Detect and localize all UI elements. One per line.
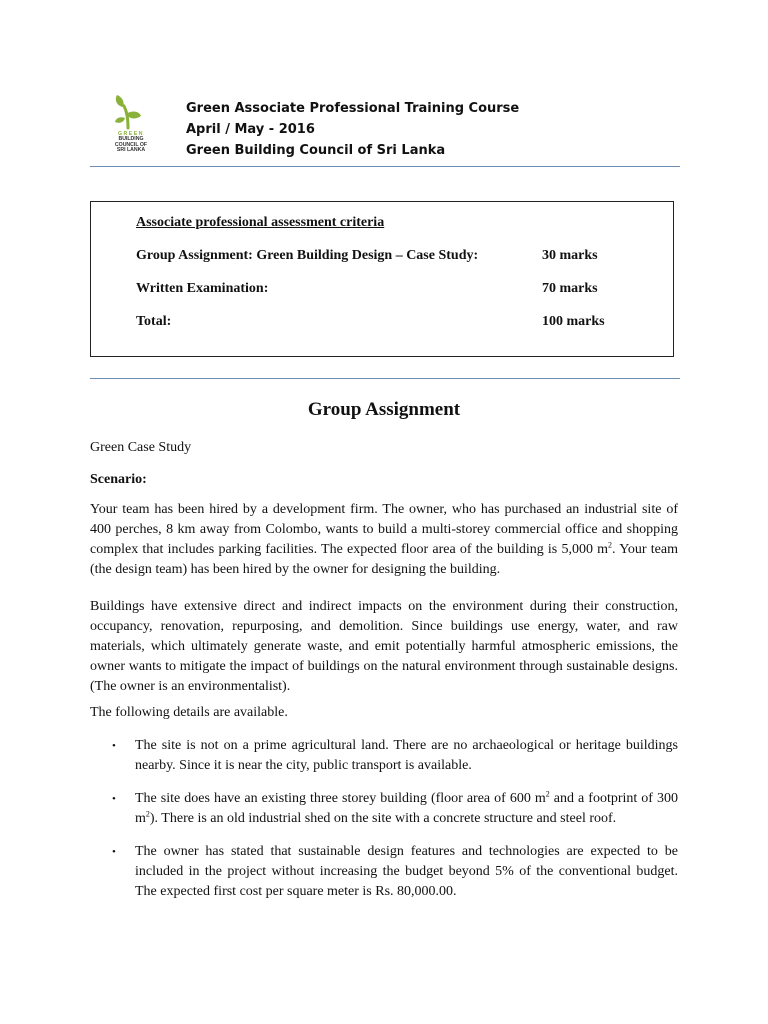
scenario-paragraph <box>90 500 678 580</box>
bullet-glyph: • <box>112 793 116 805</box>
bullet-site-text: The site is not on a prime agricultural land. There are no archaeological or heritage buildings nearby. Since it is near the city, public transport is available. <box>135 738 678 773</box>
header-text <box>186 98 519 161</box>
criteria-value-written-exam: 70 marks <box>542 281 598 296</box>
scenario-label: Scenario: <box>90 472 147 487</box>
criteria-value-total: 100 marks <box>542 314 605 329</box>
logo-caption <box>109 132 153 154</box>
document-title: Group Assignment <box>307 399 461 420</box>
criteria-label-group-assignment: Group Assignment: Green Building Design – Case Study: <box>136 248 479 263</box>
details-intro: The following details are available. <box>90 705 288 720</box>
bullet-glyph: • <box>112 846 116 858</box>
bullet-glyph: • <box>112 740 116 752</box>
para1-superscript: 2 <box>608 540 613 550</box>
bullet-building-sup1: 2 <box>545 789 550 799</box>
logo-line-council: COUNCIL OF <box>114 141 148 148</box>
criteria-label-total: Total: <box>136 314 172 329</box>
leaf-logo-icon <box>108 94 152 134</box>
organization-name: Green Building Council of Sri Lanka <box>186 143 446 158</box>
section-divider <box>90 378 680 379</box>
bullet-budget-text: The owner has stated that sustainable design features and technologies are expected to be included in the project without increasing the budget beyond 5% of the conventional budget. The expected first cost per square meter is Rs. 80,000.00. <box>135 844 678 899</box>
gbcsl-logo <box>108 94 152 160</box>
criteria-title: Associate professional assessment criteria <box>136 215 385 230</box>
criteria-label-written-exam: Written Examination: <box>136 281 269 296</box>
bullet-building-text-b: and a footprint of 300 m <box>135 791 678 826</box>
bullet-building-text-c: ). There is an old industrial shed on the site with a concrete structure and steel roof. <box>149 811 617 826</box>
bullet-building-sup2: 2 <box>145 809 150 819</box>
course-date: April / May - 2016 <box>186 122 315 137</box>
para1-text-b: . Your team (the design team) has been hired by the owner for designing the building. <box>90 542 679 577</box>
list-item <box>90 789 678 829</box>
list-item <box>90 842 678 902</box>
case-study-subtitle: Green Case Study <box>90 440 192 455</box>
logo-line-country: SRI LANKA <box>116 147 146 154</box>
header-divider <box>90 166 680 167</box>
list-item <box>90 736 678 776</box>
details-list <box>90 736 678 915</box>
para1-text-a: Your team has been hired by a development firm. The owner, who has purchased an industrial site of 400 perches, 8 km away from Colombo, wants to build a multi-storey commercial office and shopping complex that includes parking facilities. The expected floor area of the building is 5,000 m <box>90 502 678 557</box>
logo-line-building: BUILDING <box>118 136 144 143</box>
logo-line-green: GREEN <box>118 131 144 137</box>
bullet-building-text-a: The site does have an existing three storey building (floor area of 600 m <box>135 791 546 806</box>
assessment-criteria-box <box>90 201 674 357</box>
course-title: Green Associate Professional Training Course <box>186 101 520 116</box>
impact-paragraph: Buildings have extensive direct and indirect impacts on the environment during their construction, occupancy, renovation, repurposing, and demolition. Since buildings use energy, water, and raw materials, which ultimately generate waste, and emit potentially harmful atmospheric emissions, the owner wants to mitigate the impact of buildings on the natural environment through sustainable designs. (The owner is an environmentalist). <box>90 599 678 694</box>
criteria-value-group-assignment: 30 marks <box>542 248 598 263</box>
